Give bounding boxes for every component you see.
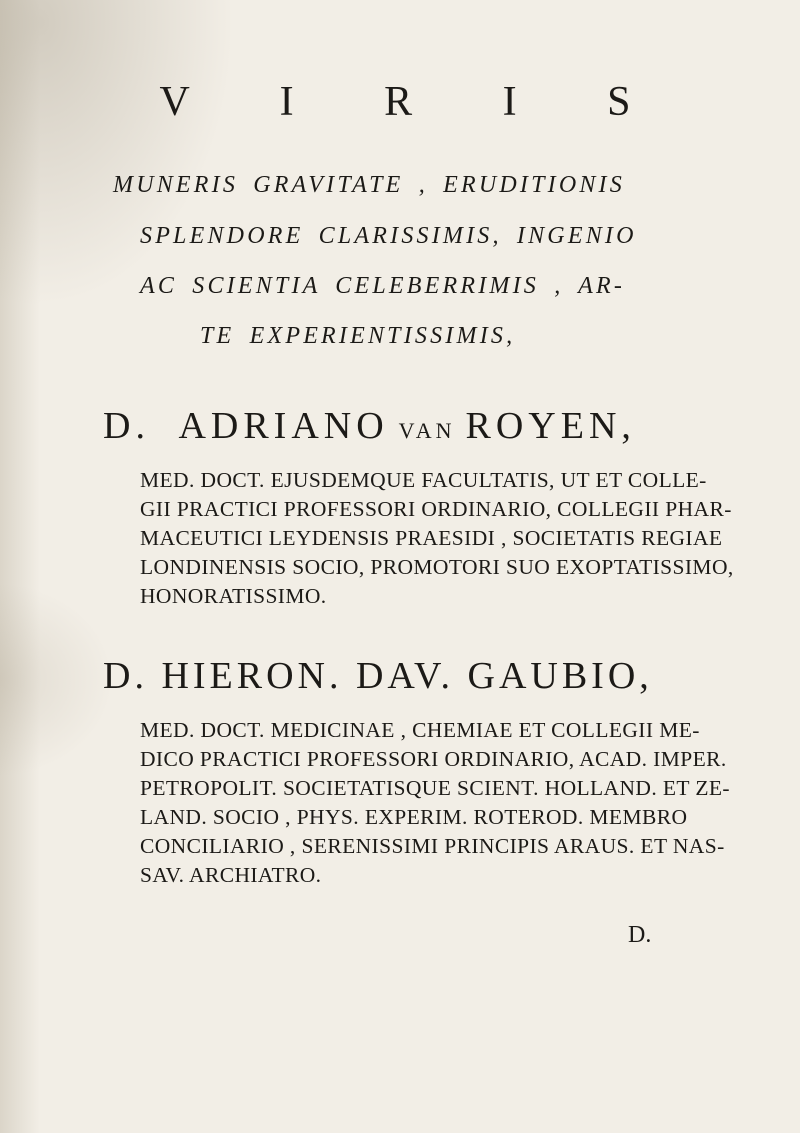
person1-family-name: ROYEN, <box>465 405 636 447</box>
person1-line-5: HONORATISSIMO. <box>140 584 327 608</box>
catchword: D. <box>628 922 652 948</box>
person2-line-6: SAV. ARCHIATRO. <box>140 863 322 887</box>
person1-line-4: LONDINENSIS SOCIO, PROMOTORI SUO EXOPTATISSIMO, <box>140 555 734 579</box>
person1-prefix: D. <box>103 405 150 447</box>
person1-line-2: GII PRACTICI PROFESSORI ORDINARIO, COLLEGII PHAR- <box>140 497 732 521</box>
dedication-line-2: SPLENDORE CLARISSIMIS, INGENIO <box>140 223 637 249</box>
person2-line-4: LAND. SOCIO , PHYS. EXPERIM. ROTEROD. MEMBRO <box>140 805 688 829</box>
person1-line-3: MACEUTICI LEYDENSIS PRAESIDI , SOCIETATIS REGIAE <box>140 526 723 550</box>
person1-particle: VAN <box>398 418 456 443</box>
person2-line-5: CONCILIARIO , SERENISSIMI PRINCIPIS ARAUS. ET NAS- <box>140 834 725 858</box>
person2-name: D. HIERON. DAV. GAUBIO, <box>103 655 653 697</box>
dedication-line-3: AC SCIENTIA CELEBERRIMIS , AR- <box>140 273 626 299</box>
person1-given-name: ADRIANO <box>178 405 389 447</box>
person2-line-1: MED. DOCT. MEDICINAE , CHEMIAE ET COLLEGII ME- <box>140 718 700 742</box>
dedication-line-1: MUNERIS GRAVITATE , ERUDITIONIS <box>113 172 625 198</box>
person2-line-3: PETROPOLIT. SOCIETATISQUE SCIENT. HOLLAND. ET ZE- <box>140 776 730 800</box>
dedication-line-4: TE EXPERIENTISSIMIS, <box>200 323 516 349</box>
person1-line-1: MED. DOCT. EJUSDEMQUE FACULTATIS, UT ET COLLE- <box>140 468 707 492</box>
person2-line-2: DICO PRACTICI PROFESSORI ORDINARIO, ACAD. IMPER. <box>140 747 727 771</box>
person1-name <box>103 404 636 448</box>
heading-viris: V I R I S <box>159 79 671 125</box>
